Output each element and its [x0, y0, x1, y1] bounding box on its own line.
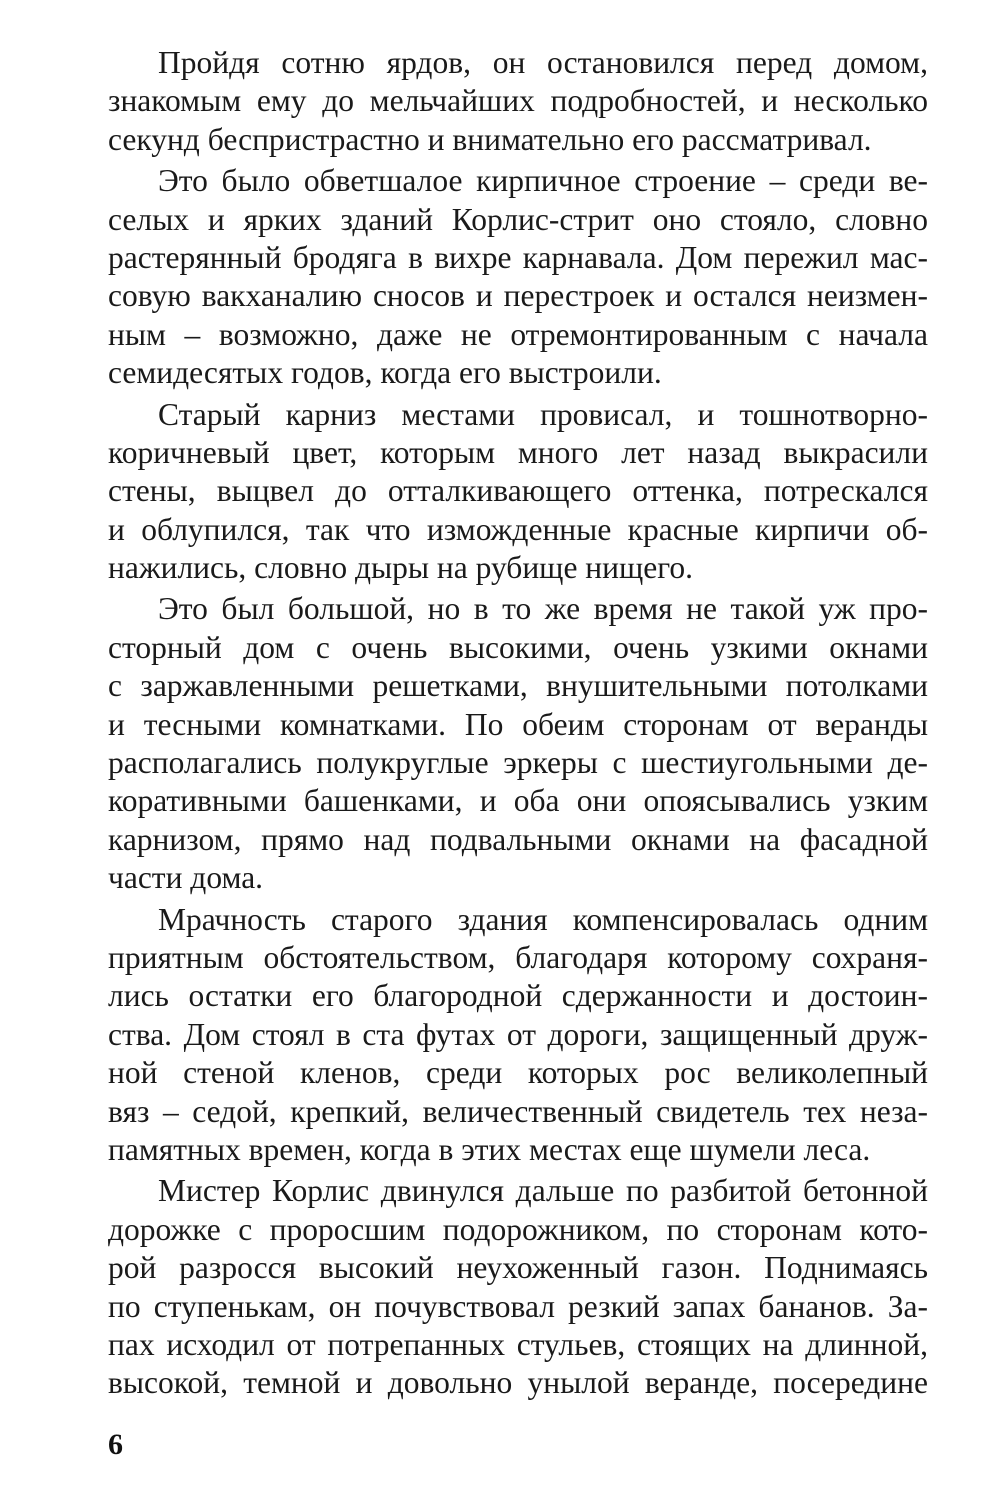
paragraph-4 [108, 590, 928, 897]
text-line: карнизом, прямо над подвальными окнами на фасадной [108, 821, 928, 857]
text-line: ным – возможно, даже не отремонтированным с начала [108, 316, 928, 352]
text-line: коричневый цвет, которым много лет назад выкрасили [108, 434, 928, 470]
text-line: Мрачность старого здания компенсировалась одним [158, 901, 928, 937]
text-line: и облупился, так что изможденные красные кирпичи об- [108, 511, 928, 547]
text-line: ной стеной кленов, среди которых рос великолепный [108, 1055, 928, 1091]
text-line: вяз – седой, крепкий, величественный свидетель тех неза- [108, 1093, 928, 1129]
paragraph-1 [108, 44, 928, 159]
text-line: приятным обстоятельством, благодаря которому сохраня- [108, 939, 928, 975]
text-line: высокой, темной и довольно унылой веранде, посередине [108, 1365, 928, 1401]
text-line: стены, выцвел до отталкивающего оттенка, потрескался [108, 473, 928, 509]
paragraph-6 [108, 1172, 928, 1402]
text-line: и тесными комнатками. По обеим сторонам от веранды [108, 706, 928, 742]
text-line: пах исходил от потрепанных стульев, стоящих на длинной, [108, 1326, 928, 1362]
paragraph-3 [108, 396, 928, 588]
text-line: Пройдя сотню ярдов, он остановился перед домом, [158, 45, 928, 80]
text-line: с заржавленными решетками, внушительными потолками [108, 668, 928, 704]
text-line: сторный дом с очень высокими, очень узкими окнами [108, 629, 928, 665]
paragraph-2 [108, 162, 928, 392]
text-line: лись остатки его благородной сдержанности и достоин- [108, 978, 928, 1014]
text-line: рой разросся высокий неухоженный газон. Поднимаясь [108, 1250, 928, 1286]
text-line: дорожке с проросшим подорожником, по сторонам кото- [108, 1211, 928, 1247]
text-line: Это было обветшалое кирпичное строение – среди ве- [158, 163, 928, 199]
text-line: ства. Дом стоял в ста футах от дороги, защищенный друж- [108, 1016, 928, 1052]
page-number: 6 [108, 1428, 123, 1461]
text-line: секунд беспристрастно и внимательно его рассматривал. [108, 121, 872, 157]
text-line: Старый карниз местами провисал, и тошнотворно- [158, 396, 928, 432]
body-text [108, 44, 928, 1403]
text-line: семидесятых годов, когда его выстроили. [108, 355, 662, 391]
text-line: нажились, словно дыры на рубище нищего. [108, 550, 694, 586]
text-line: совую вакханалию сносов и перестроек и остался неизмен- [108, 278, 928, 314]
text-line: селых и ярких зданий Корлис-стрит оно стояло, словно [108, 201, 928, 237]
text-line: коративными башенками, и оба они опоясывались узким [108, 783, 928, 819]
text-line: Мистер Корлис двинулся дальше по разбитой бетонной [158, 1173, 928, 1209]
text-line: части дома. [108, 860, 264, 896]
text-line: растерянный бродяга в вихре карнавала. Дом пережил мас- [108, 239, 928, 275]
text-line: Это был большой, но в то же время не такой уж про- [158, 591, 928, 627]
text-line: по ступенькам, он почувствовал резкий запах бананов. За- [108, 1288, 928, 1324]
text-line: располагались полукруглые эркеры с шестиугольными де- [108, 745, 928, 781]
paragraph-5 [108, 901, 928, 1170]
text-line: памятных времен, когда в этих местах еще шумели леса. [108, 1131, 871, 1167]
text-line: знакомым ему до мельчайших подробностей, и несколько [108, 83, 928, 119]
